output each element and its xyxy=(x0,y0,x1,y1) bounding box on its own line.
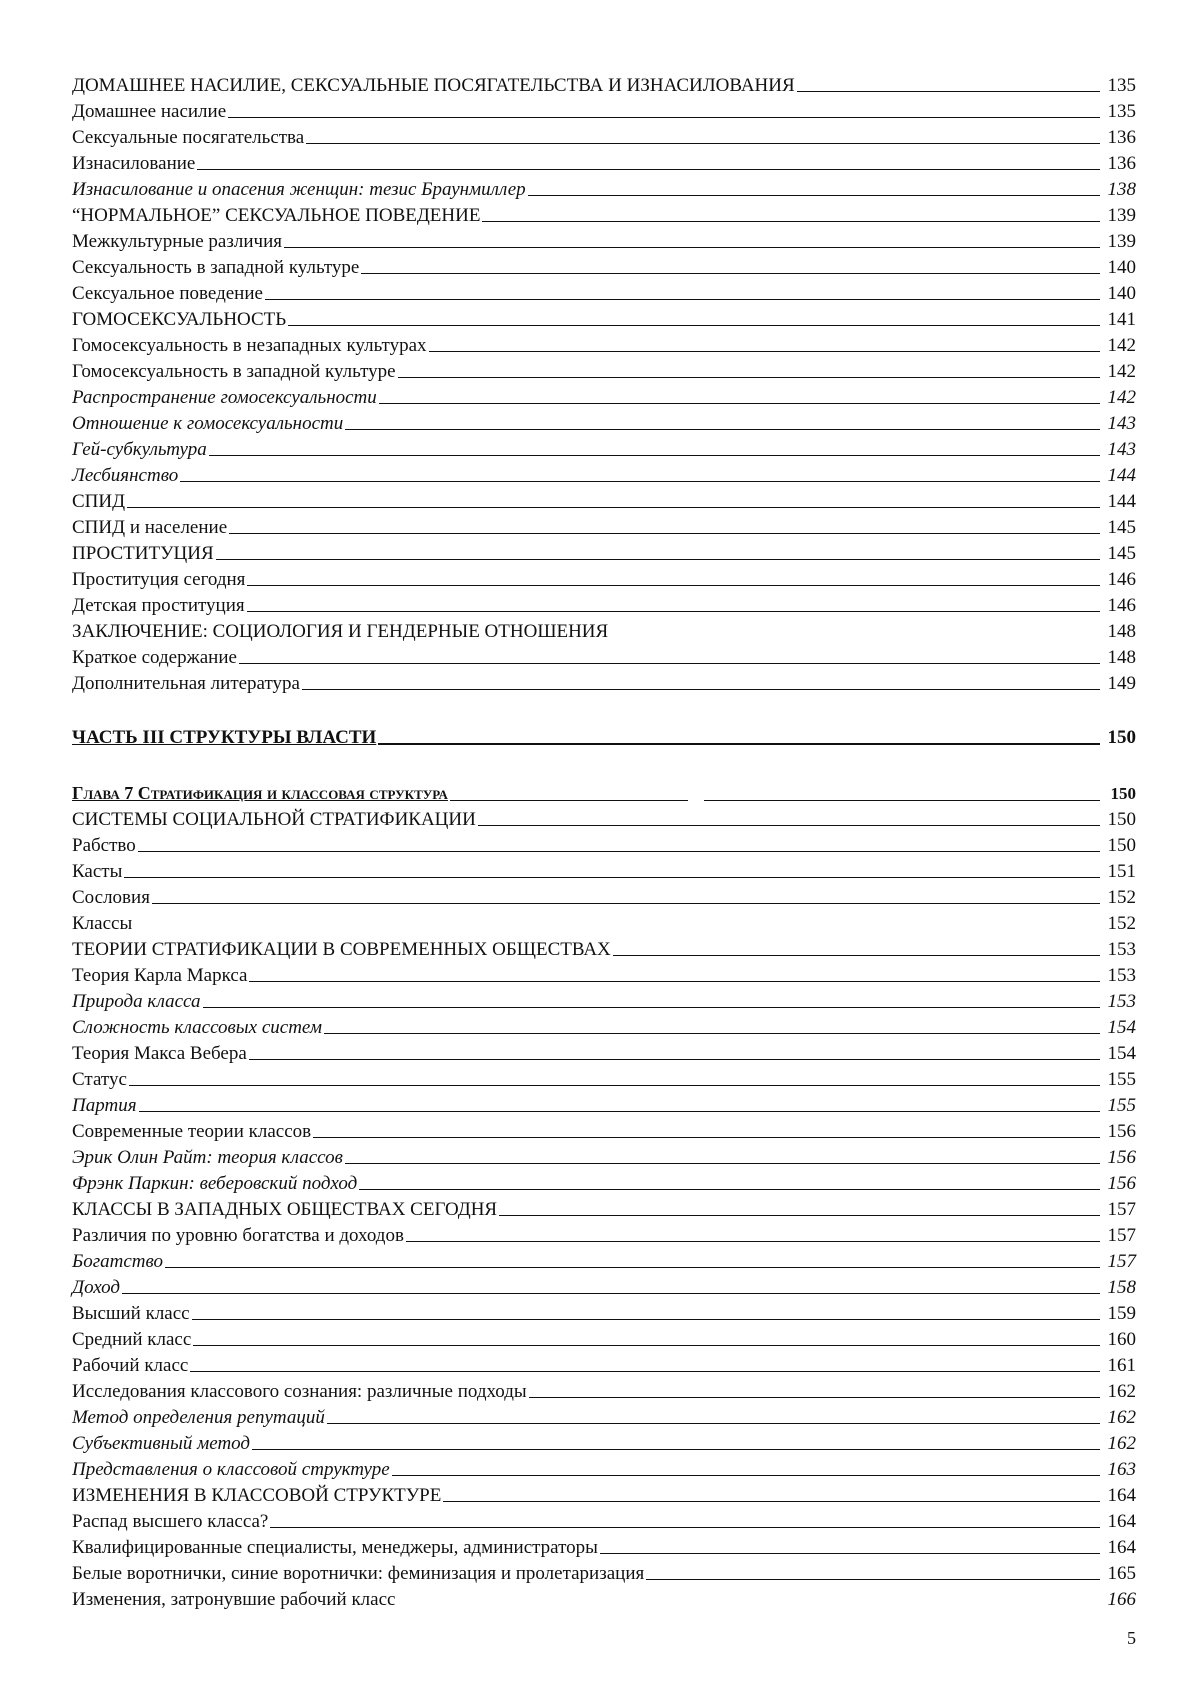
toc-leader-line xyxy=(288,325,1100,326)
toc-entry-page: 153 xyxy=(1107,939,1136,960)
toc-entry-page: 162 xyxy=(1107,1433,1136,1454)
toc-entry[interactable] xyxy=(72,1116,1136,1142)
toc-entry-page: 156 xyxy=(1107,1121,1136,1142)
toc-entry-title: ТЕОРИИ СТРАТИФИКАЦИИ В СОВРЕМЕННЫХ ОБЩЕСТВАХ xyxy=(72,939,611,960)
toc-entry[interactable] xyxy=(72,1350,1136,1376)
toc-leader-line xyxy=(129,1085,1100,1086)
toc-entry[interactable] xyxy=(72,304,1136,330)
toc-leader-line xyxy=(216,559,1100,560)
toc-entry-title: “НОРМАЛЬНОЕ” СЕКСУАЛЬНОЕ ПОВЕДЕНИЕ xyxy=(72,205,481,226)
toc-entry-title: Домашнее насилие xyxy=(72,101,227,122)
toc-leader-line xyxy=(324,1033,1100,1034)
toc-entry-title: Лесбиянство xyxy=(72,465,179,486)
table-of-contents xyxy=(72,70,1136,1610)
toc-entry-title: Отношение к гомосексуальности xyxy=(72,413,344,434)
toc-leader-line xyxy=(306,143,1100,144)
toc-entry-title: Различия по уровню богатства и доходов xyxy=(72,1225,404,1246)
toc-leader-line xyxy=(646,1579,1100,1580)
toc-leader-line xyxy=(302,689,1100,690)
toc-entry-title: Субъективный метод xyxy=(72,1433,251,1454)
toc-entry-title: Доход xyxy=(72,1277,121,1298)
toc-entry-page: 161 xyxy=(1107,1355,1136,1376)
toc-entry-title: ЗАКЛЮЧЕНИЕ: СОЦИОЛОГИЯ И ГЕНДЕРНЫЕ ОТНОШЕНИЯ xyxy=(72,621,609,642)
toc-entry-page: 136 xyxy=(1107,153,1136,174)
toc-entry-page: 164 xyxy=(1107,1537,1136,1558)
toc-entry-title: Метод определения репутаций xyxy=(72,1407,325,1428)
toc-entry[interactable] xyxy=(72,804,1136,830)
toc-entry-page: 157 xyxy=(1107,1225,1136,1246)
toc-leader-line xyxy=(600,1553,1100,1554)
toc-entry[interactable] xyxy=(72,1220,1136,1246)
toc-entry[interactable] xyxy=(72,1298,1136,1324)
toc-leader-line xyxy=(613,955,1100,956)
toc-entry[interactable] xyxy=(72,1142,1136,1168)
toc-leader-line xyxy=(239,663,1100,664)
toc-entry-title: ПРОСТИТУЦИЯ xyxy=(72,543,214,564)
toc-entry-page: 143 xyxy=(1107,439,1136,460)
toc-leader-line xyxy=(406,1241,1100,1242)
toc-leader-line xyxy=(138,851,1100,852)
toc-entry[interactable] xyxy=(72,330,1136,356)
toc-entry-title: Высший класс xyxy=(72,1303,190,1324)
toc-leader-line xyxy=(327,1423,1100,1424)
toc-leader-line xyxy=(249,1059,1100,1060)
toc-entry-title: КЛАССЫ В ЗАПАДНЫХ ОБЩЕСТВАХ СЕГОДНЯ xyxy=(72,1199,498,1220)
toc-entry[interactable] xyxy=(72,252,1136,278)
toc-entry[interactable] xyxy=(72,1090,1136,1116)
toc-entry[interactable] xyxy=(72,1480,1136,1506)
toc-leader-line xyxy=(180,481,1100,482)
toc-entry[interactable] xyxy=(72,408,1136,434)
toc-entry-title: Глава 7 Стратификация и классовая структура xyxy=(72,783,448,803)
toc-entry[interactable] xyxy=(72,1376,1136,1402)
toc-entry-title: Сословия xyxy=(72,887,150,908)
toc-leader-line xyxy=(529,1397,1100,1398)
toc-entry-page: 150 xyxy=(1107,809,1136,830)
toc-entry-title: Сексуальность в западной культуре xyxy=(72,257,360,278)
toc-entry-title: Классы xyxy=(72,913,133,934)
toc-entry-title: Природа класса xyxy=(72,991,201,1012)
toc-leader-line xyxy=(249,981,1100,982)
toc-leader-line xyxy=(398,377,1100,378)
toc-leader-line xyxy=(152,903,1100,904)
toc-entry[interactable] xyxy=(72,1584,1136,1610)
toc-entry-title: Квалифицированные специалисты, менеджеры, администраторы xyxy=(72,1537,598,1558)
toc-entry[interactable] xyxy=(72,96,1136,122)
toc-entry[interactable] xyxy=(72,1402,1136,1428)
toc-entry-title: Статус xyxy=(72,1069,127,1090)
toc-entry-title: ЧАСТЬ III СТРУКТУРЫ ВЛАСТИ xyxy=(72,727,377,748)
toc-entry-page: 148 xyxy=(1107,621,1136,642)
toc-entry-page: 145 xyxy=(1107,543,1136,564)
toc-leader-line xyxy=(209,455,1100,456)
toc-leader-line xyxy=(378,743,1100,745)
toc-entry-title: Партия xyxy=(72,1095,137,1116)
toc-entry-page: 160 xyxy=(1107,1329,1136,1350)
toc-leader-line xyxy=(429,351,1100,352)
toc-leader-line xyxy=(197,169,1100,170)
toc-entry-title: Богатство xyxy=(72,1251,163,1272)
toc-leader-line xyxy=(192,1319,1100,1320)
toc-entry[interactable] xyxy=(72,564,1136,590)
toc-entry-page: 135 xyxy=(1107,101,1136,122)
toc-entry-title: Теория Карла Маркса xyxy=(72,965,248,986)
toc-gap xyxy=(72,748,1136,774)
toc-entry[interactable] xyxy=(72,642,1136,668)
toc-entry-page: 149 xyxy=(1107,673,1136,694)
toc-entry-title: СПИД и население xyxy=(72,517,228,538)
toc-entry-title: Теория Макса Вебера xyxy=(72,1043,247,1064)
toc-entry-title: Рабочий класс xyxy=(72,1355,189,1376)
toc-entry[interactable] xyxy=(72,1272,1136,1298)
toc-entry-title: Дополнительная литература xyxy=(72,673,300,694)
toc-entry-page: 140 xyxy=(1107,283,1136,304)
toc-entry-title: Фрэнк Паркин: веберовский подход xyxy=(72,1173,358,1194)
toc-leader-line xyxy=(229,533,1100,534)
toc-entry-page: 155 xyxy=(1107,1069,1136,1090)
toc-entry-page: 138 xyxy=(1107,179,1136,200)
toc-entry-page: 162 xyxy=(1107,1381,1136,1402)
toc-entry[interactable] xyxy=(72,668,1136,694)
toc-entry-title: Изнасилование xyxy=(72,153,196,174)
toc-entry-title: СИСТЕМЫ СОЦИАЛЬНОЙ СТРАТИФИКАЦИИ xyxy=(72,809,476,830)
toc-entry[interactable] xyxy=(72,908,1136,934)
toc-entry[interactable] xyxy=(72,720,1136,748)
toc-leader-line xyxy=(528,195,1100,196)
toc-entry-page: 148 xyxy=(1107,647,1136,668)
toc-entry[interactable] xyxy=(72,226,1136,252)
toc-leader-line xyxy=(704,800,1100,801)
toc-entry[interactable] xyxy=(72,1558,1136,1584)
toc-entry[interactable] xyxy=(72,460,1136,486)
toc-leader-line xyxy=(345,1163,1100,1164)
toc-entry-page: 142 xyxy=(1107,361,1136,382)
toc-leader-line xyxy=(443,1501,1100,1502)
toc-entry-page: 144 xyxy=(1107,491,1136,512)
toc-entry-page: 166 xyxy=(1107,1589,1136,1610)
toc-entry-page: 139 xyxy=(1107,205,1136,226)
toc-entry-page: 154 xyxy=(1107,1043,1136,1064)
toc-leader-line xyxy=(359,1189,1100,1190)
toc-leader-line xyxy=(247,585,1100,586)
toc-entry-title: Распространение гомосексуальности xyxy=(72,387,377,408)
toc-entry[interactable] xyxy=(72,538,1136,564)
toc-entry-page: 165 xyxy=(1107,1563,1136,1584)
toc-entry[interactable] xyxy=(72,382,1136,408)
toc-entry-page: 163 xyxy=(1107,1459,1136,1480)
toc-entry-page: 154 xyxy=(1107,1017,1136,1038)
toc-entry-page: 155 xyxy=(1107,1095,1136,1116)
toc-entry[interactable] xyxy=(72,960,1136,986)
toc-entry-page: 150 xyxy=(1110,784,1136,803)
toc-entry[interactable] xyxy=(72,356,1136,382)
toc-entry-title: Эрик Олин Райт: теория классов xyxy=(72,1147,343,1168)
toc-leader-line xyxy=(478,825,1100,826)
toc-entry-page: 139 xyxy=(1107,231,1136,252)
toc-leader-line xyxy=(122,1293,1100,1294)
toc-entry[interactable] xyxy=(72,1324,1136,1350)
toc-entry-page: 157 xyxy=(1107,1199,1136,1220)
toc-entry-page: 135 xyxy=(1107,75,1136,96)
toc-leader-line xyxy=(450,800,688,801)
toc-entry[interactable] xyxy=(72,856,1136,882)
toc-entry-title: Детская проституция xyxy=(72,595,245,616)
toc-entry[interactable] xyxy=(72,1038,1136,1064)
toc-leader-line xyxy=(252,1449,1100,1450)
toc-entry-page: 156 xyxy=(1107,1173,1136,1194)
toc-entry-title: Сексуальное поведение xyxy=(72,283,263,304)
toc-entry[interactable] xyxy=(72,434,1136,460)
toc-entry[interactable] xyxy=(72,148,1136,174)
toc-entry-title: Межкультурные различия xyxy=(72,231,282,252)
toc-leader-line xyxy=(313,1137,1100,1138)
toc-entry-page: 142 xyxy=(1107,387,1136,408)
toc-leader-line xyxy=(127,507,1100,508)
toc-entry[interactable] xyxy=(72,986,1136,1012)
toc-entry-page: 143 xyxy=(1107,413,1136,434)
toc-entry[interactable] xyxy=(72,512,1136,538)
toc-entry[interactable] xyxy=(72,1428,1136,1454)
toc-entry-page: 141 xyxy=(1107,309,1136,330)
toc-entry[interactable] xyxy=(72,1012,1136,1038)
toc-leader-line xyxy=(203,1007,1101,1008)
toc-entry-title: Исследования классового сознания: различные подходы xyxy=(72,1381,527,1402)
toc-entry-page: 150 xyxy=(1107,835,1136,856)
toc-leader-line xyxy=(247,611,1100,612)
toc-entry-title: Распад высшего класса? xyxy=(72,1511,269,1532)
toc-entry-page: 142 xyxy=(1107,335,1136,356)
toc-entry-title: Касты xyxy=(72,861,123,882)
toc-entry-page: 145 xyxy=(1107,517,1136,538)
toc-leader-line xyxy=(284,247,1100,248)
toc-entry-page: 146 xyxy=(1107,595,1136,616)
toc-leader-line xyxy=(345,429,1100,430)
toc-entry[interactable] xyxy=(72,200,1136,226)
toc-entry[interactable] xyxy=(72,774,1136,804)
toc-leader-line xyxy=(165,1267,1100,1268)
toc-entry[interactable] xyxy=(72,486,1136,512)
toc-entry-page: 152 xyxy=(1107,913,1136,934)
toc-entry-page: 151 xyxy=(1107,861,1136,882)
toc-entry-title: ИЗМЕНЕНИЯ В КЛАССОВОЙ СТРУКТУРЕ xyxy=(72,1485,442,1506)
toc-entry-title: Современные теории классов xyxy=(72,1121,312,1142)
toc-leader-line xyxy=(270,1527,1100,1528)
toc-entry-title: Представления о классовой структуре xyxy=(72,1459,390,1480)
toc-entry-title: Изменения, затронувшие рабочий класс xyxy=(72,1589,396,1610)
toc-leader-line xyxy=(361,273,1100,274)
toc-entry[interactable] xyxy=(72,1506,1136,1532)
toc-leader-line xyxy=(190,1371,1100,1372)
toc-entry-page: 159 xyxy=(1107,1303,1136,1324)
toc-entry-title: Гомосексуальность в незападных культурах xyxy=(72,335,427,356)
toc-entry-page: 144 xyxy=(1107,465,1136,486)
toc-entry[interactable] xyxy=(72,1194,1136,1220)
toc-entry[interactable] xyxy=(72,830,1136,856)
toc-entry-page: 146 xyxy=(1107,569,1136,590)
toc-leader-line xyxy=(499,1215,1100,1216)
toc-entry-title: Белые воротнички, синие воротнички: феминизация и пролетаризация xyxy=(72,1563,645,1584)
toc-entry-page: 150 xyxy=(1107,727,1136,748)
toc-entry-title: Проституция сегодня xyxy=(72,569,246,590)
toc-entry-title: Изнасилование и опасения женщин: тезис Браунмиллер xyxy=(72,179,526,200)
toc-entry-title: Гомосексуальность в западной культуре xyxy=(72,361,396,382)
toc-entry[interactable] xyxy=(72,70,1136,96)
toc-leader-line xyxy=(265,299,1100,300)
toc-leader-line xyxy=(797,91,1100,92)
toc-entry-title: СПИД xyxy=(72,491,126,512)
toc-entry-title: Средний класс xyxy=(72,1329,192,1350)
toc-entry-page: 152 xyxy=(1107,887,1136,908)
toc-entry-title: Сексуальные посягательства xyxy=(72,127,305,148)
toc-entry-page: 153 xyxy=(1107,991,1136,1012)
toc-leader-line xyxy=(193,1345,1100,1346)
toc-entry-title: ГОМОСЕКСУАЛЬНОСТЬ xyxy=(72,309,287,330)
toc-entry[interactable] xyxy=(72,616,1136,642)
toc-leader-line xyxy=(379,403,1100,404)
toc-entry[interactable] xyxy=(72,1454,1136,1480)
toc-entry[interactable] xyxy=(72,590,1136,616)
toc-leader-line xyxy=(124,877,1100,878)
toc-entry[interactable] xyxy=(72,1246,1136,1272)
toc-entry-page: 156 xyxy=(1107,1147,1136,1168)
toc-entry-title: Сложность классовых систем xyxy=(72,1017,323,1038)
toc-leader-line xyxy=(228,117,1100,118)
toc-entry[interactable] xyxy=(72,882,1136,908)
toc-entry[interactable] xyxy=(72,122,1136,148)
toc-entry-page: 136 xyxy=(1107,127,1136,148)
toc-entry-title: Гей-субкультура xyxy=(72,439,207,460)
toc-leader-line xyxy=(392,1475,1100,1476)
toc-entry-page: 157 xyxy=(1107,1251,1136,1272)
toc-entry[interactable] xyxy=(72,174,1136,200)
toc-entry-page: 162 xyxy=(1107,1407,1136,1428)
toc-entry[interactable] xyxy=(72,1168,1136,1194)
toc-entry-page: 140 xyxy=(1107,257,1136,278)
toc-entry-page: 153 xyxy=(1107,965,1136,986)
toc-leader-line xyxy=(482,221,1100,222)
page-number: 5 xyxy=(1127,1628,1136,1648)
toc-entry[interactable] xyxy=(72,934,1136,960)
toc-entry-title: Краткое содержание xyxy=(72,647,237,668)
toc-entry[interactable] xyxy=(72,1064,1136,1090)
toc-entry-title: Рабство xyxy=(72,835,136,856)
toc-entry-page: 164 xyxy=(1107,1511,1136,1532)
toc-entry-page: 158 xyxy=(1107,1277,1136,1298)
toc-entry-title: ДОМАШНЕЕ НАСИЛИЕ, СЕКСУАЛЬНЫЕ ПОСЯГАТЕЛЬСТВА И ИЗНАСИЛОВАНИЯ xyxy=(72,75,795,96)
toc-entry[interactable] xyxy=(72,278,1136,304)
toc-entry-page: 164 xyxy=(1107,1485,1136,1506)
toc-entry[interactable] xyxy=(72,1532,1136,1558)
toc-leader-line xyxy=(139,1111,1100,1112)
toc-gap xyxy=(72,694,1136,720)
